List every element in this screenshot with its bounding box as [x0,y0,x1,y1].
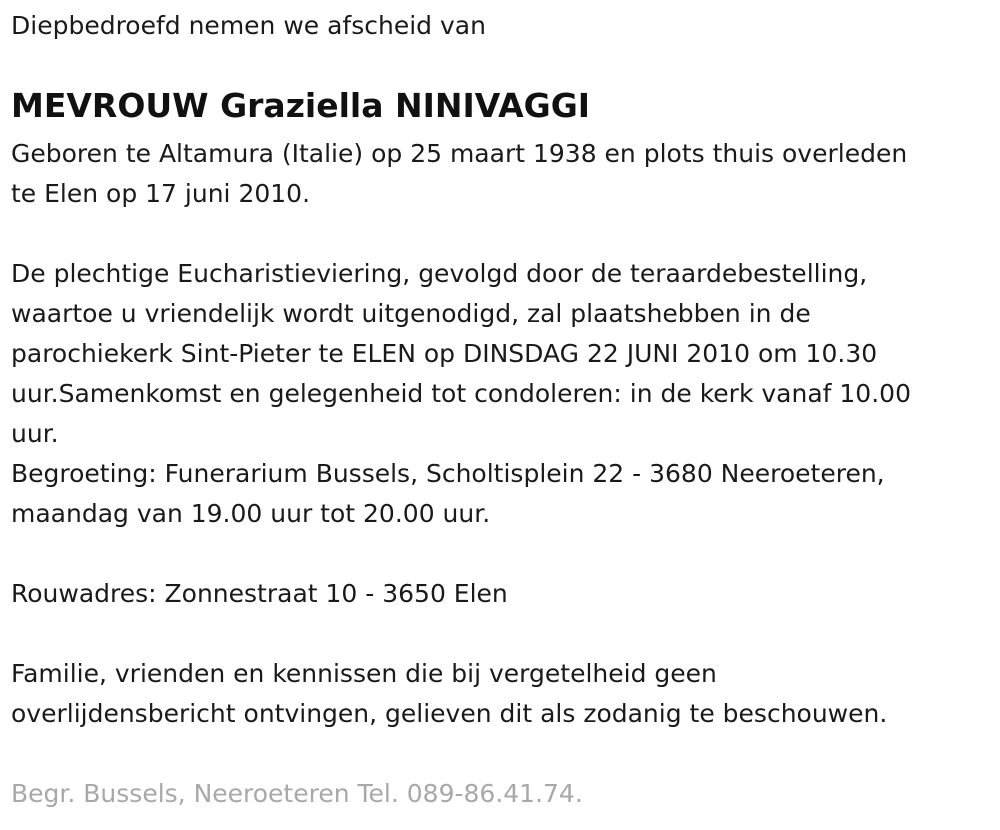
family-line: Familie, vrienden en kennissen die bij vergetelheid geen [11,659,717,688]
family-line: overlijdensbericht ontvingen, gelieven dit als zodanig te beschouwen. [11,699,888,728]
birth-line: te Elen op 17 juni 2010. [11,179,311,208]
ceremony-line: uur.Samenkomst en gelegenheid tot condoleren: in de kerk vanaf 10.00 [11,379,911,408]
intro-text: Diepbedroefd nemen we afscheid van [11,11,486,40]
visitation-line: maandag van 19.00 uur tot 20.00 uur. [11,499,491,528]
mourning-address [11,574,508,614]
visitation-line: Begroeting: Funerarium Bussels, Scholtisplein 22 - 3680 Neeroeteren, [11,459,885,488]
family-notice [11,654,887,734]
ceremony-line: waartoe u vriendelijk wordt uitgenodigd, zal plaatshebben in de [11,299,811,328]
birth-line: Geboren te Altamura (Italie) op 25 maart 1938 en plots thuis overleden [11,139,908,168]
ceremony-line: De plechtige Eucharistieviering, gevolgd door de teraardebestelling, [11,259,868,288]
funeral-home-footer: Begr. Bussels, Neeroeteren Tel. 089-86.41.74. [11,779,583,808]
ceremony-line: uur. [11,419,59,448]
ceremony-info [11,254,911,534]
birth-death-info [11,134,907,214]
deceased-name: MEVROUW Graziella NINIVAGGI [11,86,591,125]
ceremony-line: parochiekerk Sint-Pieter te ELEN op DINSDAG 22 JUNI 2010 om 10.30 [11,339,878,368]
address-line: Rouwadres: Zonnestraat 10 - 3650 Elen [11,579,508,608]
